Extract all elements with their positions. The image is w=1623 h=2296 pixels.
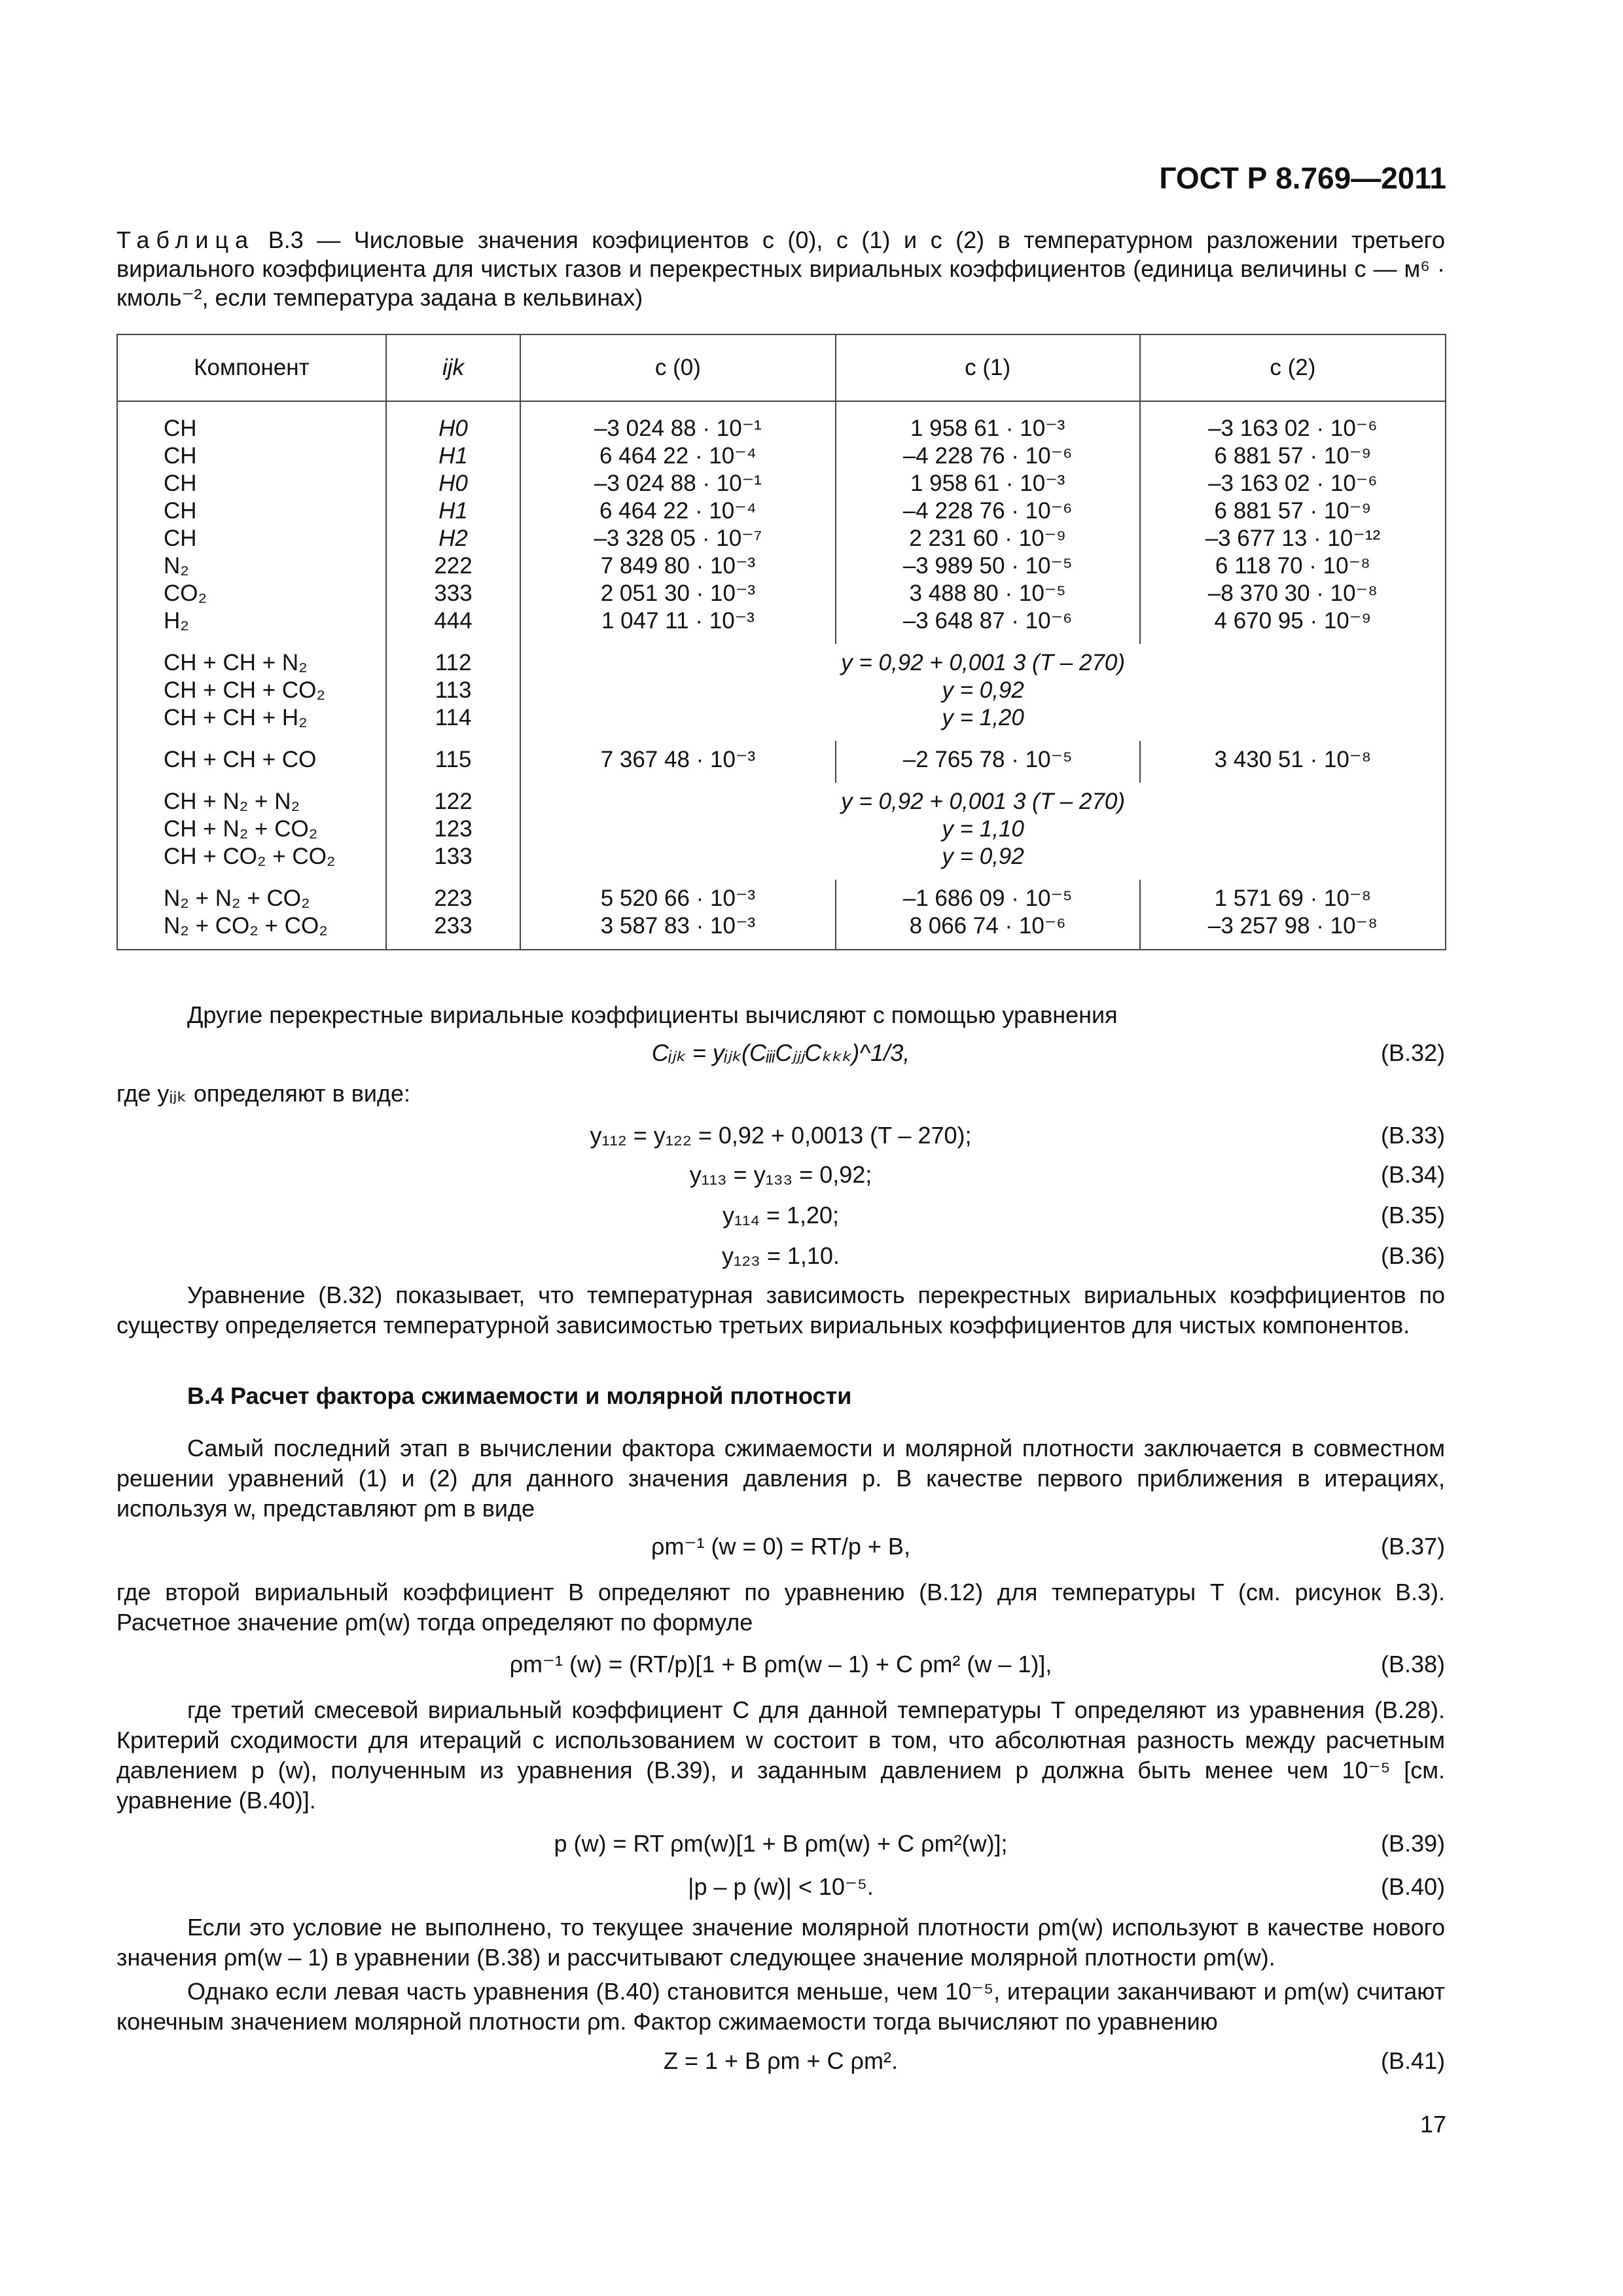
equation-b37-number: (В.37) bbox=[1380, 1533, 1445, 1560]
paragraph-4: Самый последний этап в вычислении фактора сжимаемости и молярной плотности заключается в совместном решении уравнений (1) и (2) для данного значения давления p. В качестве первого приближения в итерациях, используя w, представляют ρm в виде bbox=[116, 1435, 1445, 1522]
table-row-group bbox=[117, 741, 1446, 783]
table-cell bbox=[117, 880, 386, 950]
y-formula: y = 1,10 bbox=[942, 816, 1024, 842]
equation-b37 bbox=[116, 1532, 1445, 1562]
coefficient-value: –3 257 98 · 10⁻⁸ bbox=[1207, 913, 1378, 939]
ijk-index: 444 bbox=[434, 608, 473, 634]
coefficient-value: –1 686 09 · 10⁻⁵ bbox=[902, 886, 1073, 911]
table-cell bbox=[520, 401, 835, 644]
coefficient-value: 7 849 80 · 10⁻³ bbox=[600, 553, 756, 579]
equation-b39-number: (В.39) bbox=[1380, 1830, 1445, 1857]
equation-b40-formula: |p – p (w)| < 10⁻⁵. bbox=[688, 1873, 874, 1900]
table-row-group bbox=[117, 401, 1446, 644]
equation-b33-number: (В.33) bbox=[1380, 1122, 1445, 1149]
component-name: CH + CH + N₂ bbox=[164, 650, 308, 675]
table-cell bbox=[836, 880, 1140, 950]
ijk-index: 113 bbox=[435, 677, 472, 703]
table-cell bbox=[836, 401, 1140, 644]
coefficient-value: –3 328 05 · 10⁻⁷ bbox=[594, 526, 762, 551]
ijk-index: 122 bbox=[434, 789, 473, 814]
coefficient-value: 1 571 69 · 10⁻⁸ bbox=[1214, 886, 1372, 911]
coefficient-value: –4 228 76 · 10⁻⁶ bbox=[902, 443, 1073, 469]
equation-b33-formula: y₁₁₂ = y₁₂₂ = 0,92 + 0,0013 (T – 270); bbox=[590, 1122, 972, 1149]
table-cell bbox=[836, 741, 1140, 783]
table-cell bbox=[520, 880, 835, 950]
table-row-group bbox=[117, 783, 1446, 880]
component-name: CH bbox=[164, 416, 197, 441]
coefficient-value: –3 677 13 · 10⁻¹² bbox=[1205, 526, 1381, 551]
table-cell bbox=[386, 880, 520, 950]
component-name: N₂ + CO₂ + CO₂ bbox=[164, 913, 328, 939]
table-cell bbox=[520, 741, 835, 783]
equation-b41 bbox=[116, 2046, 1445, 2076]
coefficient-value: 1 958 61 · 10⁻³ bbox=[910, 416, 1065, 441]
ijk-index: 114 bbox=[435, 705, 472, 730]
coefficient-value: 3 430 51 · 10⁻⁸ bbox=[1214, 747, 1372, 772]
table-cell bbox=[117, 644, 386, 741]
component-name: CH + CO₂ + CO₂ bbox=[164, 844, 336, 869]
y-formula: y = 0,92 bbox=[942, 677, 1024, 703]
coefficient-value: –3 163 02 · 10⁻⁶ bbox=[1208, 471, 1378, 496]
equation-b38-formula: ρm⁻¹ (w) = (RT/p)[1 + B ρm(w – 1) + C ρm² (w – 1)], bbox=[509, 1651, 1052, 1677]
coefficient-value: –3 024 88 · 10⁻¹ bbox=[594, 471, 762, 496]
section-heading: В.4 Расчет фактора сжимаемости и молярной плотности bbox=[187, 1382, 852, 1409]
table-caption bbox=[116, 226, 1445, 312]
table-cell bbox=[386, 741, 520, 783]
y-formula: y = 1,20 bbox=[942, 705, 1024, 730]
table-cell-merged bbox=[520, 644, 1446, 741]
coefficient-value: 3 488 80 · 10⁻⁵ bbox=[909, 581, 1066, 606]
paragraph-1: Другие перекрестные вириальные коэффициенты вычисляют с помощью уравнения bbox=[187, 1001, 1118, 1028]
col-header-ijk: ijk bbox=[386, 334, 520, 401]
table-row-group bbox=[117, 880, 1446, 950]
component-name: N₂ + N₂ + CO₂ bbox=[164, 886, 310, 911]
equation-b32-number: (В.32) bbox=[1380, 1039, 1445, 1066]
equation-b36-number: (В.36) bbox=[1380, 1242, 1445, 1269]
component-name: CH bbox=[164, 498, 197, 524]
caption-label: Таблица bbox=[116, 226, 255, 253]
coefficient-value: –8 370 30 · 10⁻⁸ bbox=[1207, 581, 1378, 606]
component-name: CH + CH + CO₂ bbox=[164, 677, 325, 703]
component-name: CH bbox=[164, 526, 197, 551]
equation-b40 bbox=[116, 1872, 1445, 1902]
ijk-index: H2 bbox=[438, 526, 468, 551]
coefficient-value: 6 118 70 · 10⁻⁸ bbox=[1215, 553, 1370, 579]
equation-b34-number: (В.34) bbox=[1380, 1161, 1445, 1188]
equation-b33 bbox=[116, 1121, 1445, 1151]
paragraph-6: где третий смесевой вириальный коэффициент C для данной температуры T определяют из уравнения (В.28). Критерий сходимости для итераций с использованием w состоит в том, что абсолютная разность между расчетным давлением p (w), полученным из уравнения (В.39), и заданным давлением p должна быть менее чем 10⁻⁵ [см. уравнение (В.40)]. bbox=[116, 1696, 1445, 1814]
coefficient-value: –3 648 87 · 10⁻⁶ bbox=[902, 608, 1073, 634]
component-name: N₂ bbox=[164, 553, 189, 579]
coefficient-value: 6 881 57 · 10⁻⁹ bbox=[1214, 443, 1372, 469]
ijk-index: 223 bbox=[434, 886, 473, 911]
paragraph-3: Уравнение (В.32) показывает, что температурная зависимость перекрестных вириальных коэффициентов по существу определяется температурной зависимостью третьих вириальных коэффициентов для чистых компонентов. bbox=[116, 1282, 1445, 1338]
table-cell bbox=[386, 401, 520, 644]
coefficient-value: 6 881 57 · 10⁻⁹ bbox=[1214, 498, 1372, 524]
ijk-index: H0 bbox=[438, 416, 468, 441]
equation-b36 bbox=[116, 1241, 1445, 1271]
y-formula: y = 0,92 bbox=[942, 844, 1024, 869]
col-header-component: Компонент bbox=[117, 334, 386, 401]
equation-b38 bbox=[116, 1649, 1445, 1679]
component-name: H₂ bbox=[164, 608, 189, 634]
coefficient-value: –4 228 76 · 10⁻⁶ bbox=[902, 498, 1073, 524]
equation-b34 bbox=[116, 1160, 1445, 1190]
equation-b39 bbox=[116, 1829, 1445, 1859]
standard-number: ГОСТ Р 8.769—2011 bbox=[1159, 161, 1446, 195]
table-cell-merged bbox=[520, 783, 1446, 880]
ijk-index: 333 bbox=[434, 581, 473, 606]
coefficient-value: 5 520 66 · 10⁻³ bbox=[600, 886, 756, 911]
y-formula: y = 0,92 + 0,001 3 (T – 270) bbox=[841, 789, 1126, 814]
component-name: CH + N₂ + N₂ bbox=[164, 789, 300, 814]
equation-b41-number: (В.41) bbox=[1380, 2047, 1445, 2074]
coefficient-value: –3 024 88 · 10⁻¹ bbox=[594, 416, 762, 441]
table-cell bbox=[1140, 401, 1446, 644]
coefficient-value: 8 066 74 · 10⁻⁶ bbox=[909, 913, 1066, 939]
component-name: CH + CH + CO bbox=[164, 747, 317, 772]
equation-b36-formula: y₁₂₃ = 1,10. bbox=[722, 1242, 840, 1269]
col-header-c2: c (2) bbox=[1140, 334, 1446, 401]
table-cell bbox=[386, 644, 520, 741]
ijk-index: 123 bbox=[434, 816, 473, 842]
table-cell bbox=[117, 741, 386, 783]
ijk-index: H1 bbox=[438, 443, 468, 469]
equation-b32-formula: Cᵢⱼₖ = yᵢⱼₖ(CᵢᵢᵢCⱼⱼⱼCₖₖₖ)^1/3, bbox=[651, 1039, 910, 1066]
page-number: 17 bbox=[1419, 2111, 1446, 2138]
ijk-index: H1 bbox=[438, 498, 468, 524]
coefficient-value: 2 051 30 · 10⁻³ bbox=[600, 581, 756, 606]
table-cell bbox=[1140, 741, 1446, 783]
paragraph-7: Если это условие не выполнено, то текущее значение молярной плотности ρm(w) используют в качестве нового значения ρm(w – 1) в уравнении (В.38) и рассчитывают следующее значение молярной плотности ρm(w). bbox=[116, 1914, 1445, 1971]
equation-b35-number: (В.35) bbox=[1380, 1202, 1445, 1229]
equation-b38-number: (В.38) bbox=[1380, 1651, 1445, 1677]
equation-b40-number: (В.40) bbox=[1380, 1873, 1445, 1900]
col-header-c0: c (0) bbox=[520, 334, 835, 401]
equation-b37-formula: ρm⁻¹ (w = 0) = RT/p + B, bbox=[651, 1533, 910, 1560]
ijk-index: 112 bbox=[435, 650, 472, 675]
table-cell bbox=[117, 783, 386, 880]
coefficient-value: –3 989 50 · 10⁻⁵ bbox=[902, 553, 1073, 579]
table-row-group bbox=[117, 644, 1446, 741]
coefficient-value: 1 958 61 · 10⁻³ bbox=[910, 471, 1065, 496]
equation-b34-formula: y₁₁₃ = y₁₃₃ = 0,92; bbox=[689, 1161, 872, 1188]
coefficient-value: 1 047 11 · 10⁻³ bbox=[601, 608, 755, 634]
table-cell bbox=[386, 783, 520, 880]
table-cell bbox=[117, 401, 386, 644]
coefficient-value: –2 765 78 · 10⁻⁵ bbox=[902, 747, 1073, 772]
coefficient-value: 7 367 48 · 10⁻³ bbox=[600, 747, 756, 772]
table-header-row bbox=[117, 334, 1446, 401]
coefficient-value: –3 163 02 · 10⁻⁶ bbox=[1208, 416, 1378, 441]
coefficient-value: 2 231 60 · 10⁻⁹ bbox=[909, 526, 1067, 551]
component-name: CH + CH + H₂ bbox=[164, 705, 308, 730]
paragraph-8: Однако если левая часть уравнения (В.40) становится меньше, чем 10⁻⁵, итерации заканчивают и ρm(w) считают конечным значением молярной плотности ρm. Фактор сжимаемости тогда вычисляют по уравнению bbox=[116, 1978, 1445, 2035]
equation-b35-formula: y₁₁₄ = 1,20; bbox=[722, 1202, 840, 1229]
component-name: CH bbox=[164, 471, 197, 496]
coefficient-value: 3 587 83 · 10⁻³ bbox=[600, 913, 756, 939]
coefficient-value: 4 670 95 · 10⁻⁹ bbox=[1214, 608, 1372, 634]
coefficients-table bbox=[116, 334, 1446, 950]
coefficient-value: 6 464 22 · 10⁻⁴ bbox=[599, 443, 757, 469]
table-cell bbox=[1140, 880, 1446, 950]
col-header-c1: c (1) bbox=[836, 334, 1140, 401]
component-name: CH bbox=[164, 443, 197, 469]
component-name: CO₂ bbox=[164, 581, 207, 606]
paragraph-5: где второй вириальный коэффициент B определяют по уравнению (В.12) для температуры T (см. рисунок В.3). Расчетное значение ρm(w) тогда определяют по формуле bbox=[116, 1579, 1445, 1636]
caption-text: В.3 — Числовые значения коэфициентов c (0), c (1) и c (2) в температурном разложении третьего вириального коэффициента для чистых газов и перекрестных вириальных коэффициентов (единица величины c — м⁶ · кмоль⁻², если температура задана в кельвинах) bbox=[116, 226, 1445, 311]
component-name: CH + N₂ + CO₂ bbox=[164, 816, 318, 842]
y-formula: y = 0,92 + 0,001 3 (T – 270) bbox=[841, 650, 1126, 675]
equation-b41-formula: Z = 1 + B ρm + C ρm². bbox=[663, 2047, 899, 2074]
ijk-index: 233 bbox=[434, 913, 473, 939]
ijk-index: 115 bbox=[435, 747, 472, 772]
equation-b32 bbox=[116, 1038, 1445, 1068]
coefficient-value: 6 464 22 · 10⁻⁴ bbox=[599, 498, 757, 524]
ijk-index: 133 bbox=[434, 844, 473, 869]
paragraph-2: где yᵢⱼₖ определяют в виде: bbox=[116, 1080, 411, 1107]
equation-b35 bbox=[116, 1200, 1445, 1230]
ijk-index: 222 bbox=[434, 553, 473, 579]
ijk-index: H0 bbox=[438, 471, 468, 496]
equation-b39-formula: p (w) = RT ρm(w)[1 + B ρm(w) + C ρm²(w)]; bbox=[554, 1830, 1008, 1857]
